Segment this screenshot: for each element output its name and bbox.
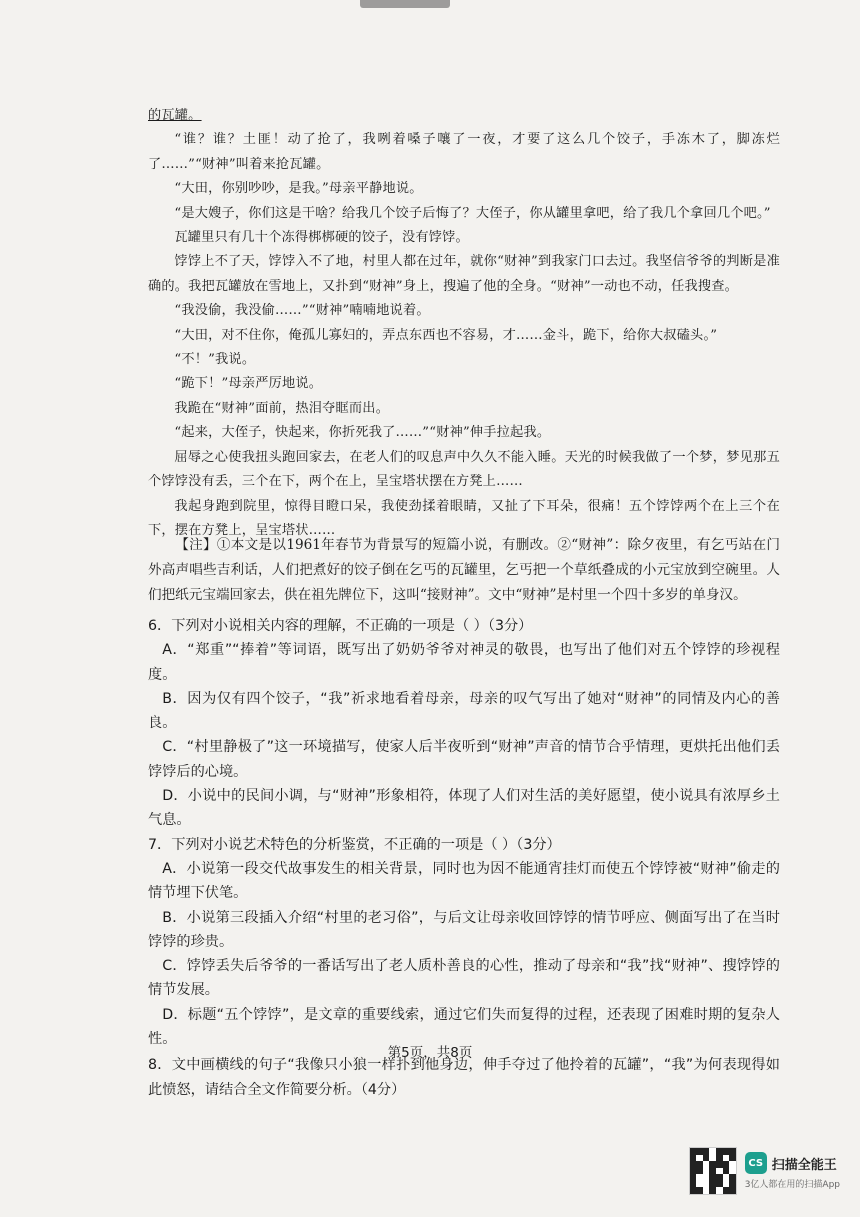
watermark-tagline: 3亿人都在用的扫描App bbox=[744, 1180, 840, 1190]
story-paragraph: 屈辱之心使我扭头跑回家去，在老人们的叹息声中久久不能入睡。天光的时候我做了一个梦，梦见那五个饽饽没有丢，三个在下，两个在上，呈宝塔状摆在方凳上…… bbox=[148, 449, 780, 490]
question-6-option-b: B．因为仅有四个饺子，“我”祈求地看着母亲，母亲的叹气写出了她对“财神”的同情及内心的善良。 bbox=[148, 690, 780, 732]
story-paragraph: 我起身跑到院里，惊得目瞪口呆，我使劲揉着眼睛，又扯了下耳朵，很痛！五个饽饽两个在上三个在下，摆在方凳上，呈宝塔状…… bbox=[148, 498, 780, 538]
qr-code-icon bbox=[689, 1147, 737, 1195]
question-6-option-a: A．“郑重”“捧着”等词语，既写出了奶奶爷爷对神灵的敬畏，也写出了他们对五个饽饽的珍视程度。 bbox=[148, 642, 780, 683]
question-7-option-c: C．饽饽丢失后爷爷的一番话写出了老人质朴善良的心性，推动了母亲和“我”找“财神”、搜饽饽的情节发展。 bbox=[148, 958, 780, 999]
story-paragraph: “是大嫂子，你们这是干啥？给我几个饺子后悔了？大侄子，你从罐里拿吧，给了我几个拿回几个吧。” bbox=[174, 205, 771, 221]
note-text: 【注】①本文是以1961年春节为背景写的短篇小说，有删改。②“财神”：除夕夜里，有乞丐站在门外高声唱些吉利话，人们把煮好的饺子倒在乞丐的瓦罐里，乞丐把一个草纸叠成的小元宝放到空碗里。人们把纸元宝端回家去，供在祖先牌位下，这叫“接财神”。文中“财神”是村里一个四十多岁的单身汉。 bbox=[148, 537, 780, 603]
story-text bbox=[148, 104, 780, 543]
story-paragraph: “大田，你别吵吵，是我。”母亲平静地说。 bbox=[174, 181, 423, 197]
story-paragraph: 我跪在“财神”面前，热泪夺眶而出。 bbox=[174, 400, 390, 416]
story-paragraph: “我没偷，我没偷……”“财神”喃喃地说着。 bbox=[174, 303, 430, 319]
top-edge-artifact bbox=[360, 0, 450, 8]
story-paragraph: 瓦罐里只有几十个冻得梆梆硬的饺子，没有饽饽。 bbox=[174, 230, 469, 246]
question-8: 8．文中画横线的句子“我像只小狼一样扑到他身边，伸手夺过了他拎着的瓦罐”，“我”为何表现得如此愤怒，请结合全文作简要分析。（4分） bbox=[148, 1057, 780, 1098]
story-paragraph: “大田，对不住你，俺孤儿寡妇的，弄点东西也不容易，才……金斗，跪下，给你大叔磕头。” bbox=[174, 327, 718, 343]
question-6-stem: 6．下列对小说相关内容的理解，不正确的一项是（ ）（3分） bbox=[148, 618, 533, 634]
watermark-app-name: 扫描全能王 bbox=[771, 1157, 837, 1173]
question-7-option-d: D．标题“五个饽饽”，是文章的重要线索，通过它们失而复得的过程，还表现了困难时期的复杂人性。 bbox=[148, 1006, 780, 1048]
story-paragraph: “跪下！”母亲严厉地说。 bbox=[174, 376, 323, 392]
question-7-option-b: B．小说第三段插入介绍“村里的老习俗”，与后文让母亲收回饽饽的情节呼应、侧面写出了在当时饽饽的珍贵。 bbox=[148, 909, 780, 950]
question-6-option-d: D．小说中的民间小调，与“财神”形象相符，体现了人们对生活的美好愿望，使小说具有浓厚乡土气息。 bbox=[148, 788, 780, 829]
story-paragraph: “谁？谁？土匪！动了抢了，我咧着嗓子嚷了一夜，才要了这么几个饺子，手冻木了，脚冻烂了……”“财神”叫着来抢瓦罐。 bbox=[148, 132, 780, 172]
story-paragraph: 的瓦罐。 bbox=[148, 108, 202, 123]
camscanner-logo-icon: CS bbox=[745, 1152, 767, 1174]
question-7-option-a: A．小说第一段交代故事发生的相关背景，同时也为因不能通宵挂灯而使五个饽饽被“财神”偷走的情节埋下伏笔。 bbox=[148, 860, 780, 902]
question-6-option-c: C．“村里静极了”这一环境描写，使家人后半夜听到“财神”声音的情节合乎情理，更烘托出他们丢饽饽后的心境。 bbox=[148, 739, 780, 780]
story-paragraph: “起来，大侄子，快起来，你折死我了……”“财神”伸手拉起我。 bbox=[174, 425, 551, 441]
questions bbox=[148, 614, 780, 1102]
story-paragraph: “不！”我说。 bbox=[174, 352, 256, 368]
story-paragraph: 饽饽上不了天，饽饽入不了地，村里人都在过年，就你“财神”到我家门口去过。我坚信爷爷的判断是准确的。我把瓦罐放在雪地上，又扑到“财神”身上，搜遍了他的全身。“财神”一动也不动，任我搜查。 bbox=[148, 254, 780, 294]
page-footer: 第5页，共8页 bbox=[387, 1045, 473, 1061]
story-note bbox=[148, 533, 780, 608]
question-7-stem: 7．下列对小说艺术特色的分析鉴赏，不正确的一项是（ ）（3分） bbox=[148, 836, 561, 853]
scanner-watermark bbox=[689, 1147, 840, 1195]
